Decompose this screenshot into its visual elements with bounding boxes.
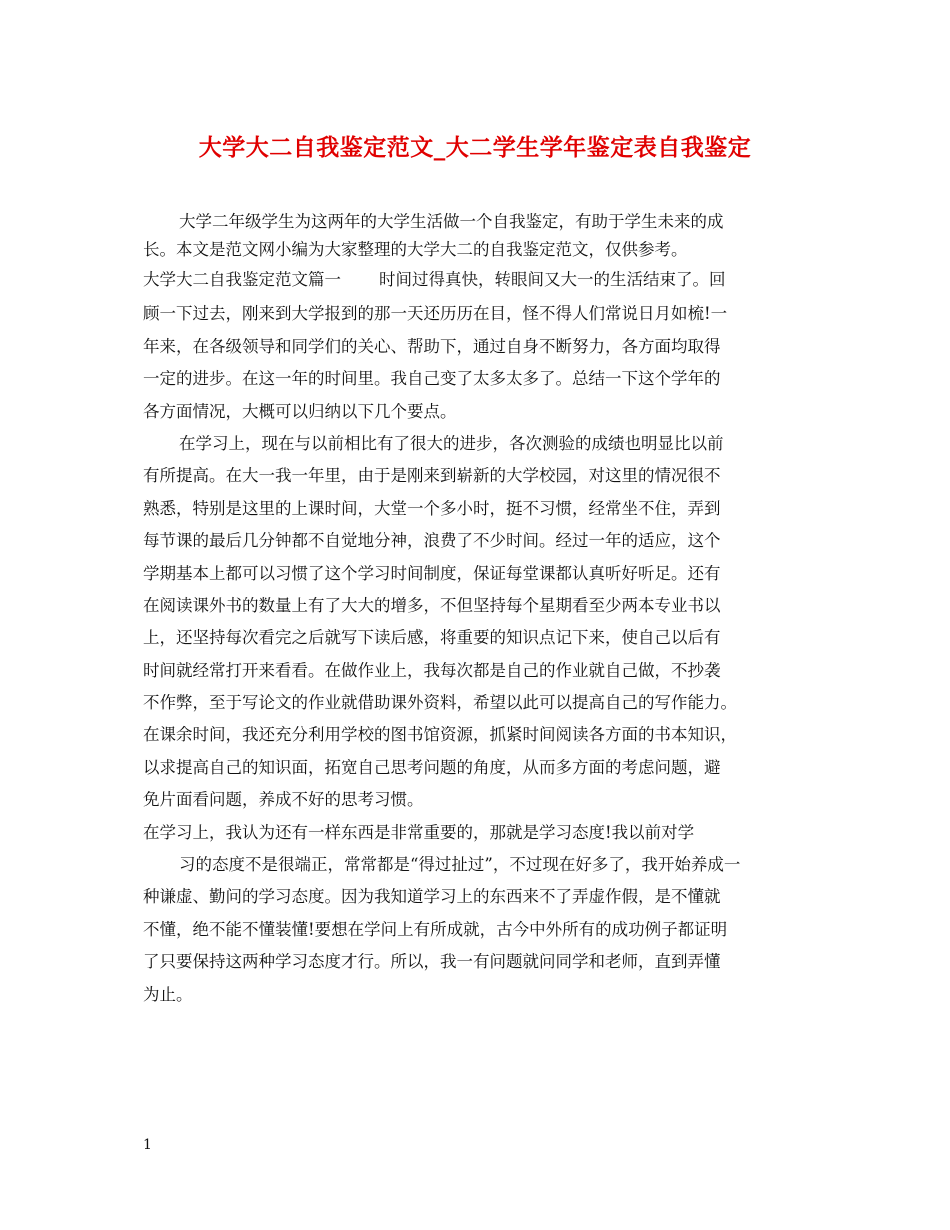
- paragraph-line: 顾一下过去，刚来到大学报到的那一天还历历在目，怪不得人们常说日月如梳!一: [143, 304, 728, 324]
- paragraph-line: 长。本文是范文网小编为大家整理的大学大二的自我鉴定范文，仅供参考。: [143, 240, 688, 260]
- section-heading-line: [143, 262, 813, 298]
- paragraph-line: 习的态度不是很端正，常常都是“得过扯过”，不过现在好多了，我开始养成一: [179, 855, 741, 875]
- paragraph-line: 不懂，绝不能不懂装懂!要想在学问上有所成就，古今中外所有的成功例子都证明: [143, 919, 728, 939]
- paragraph-line: 在学习上，我认为还有一样东西是非常重要的，那就是学习态度!我以前对学: [143, 822, 695, 842]
- section-heading: 大学大二自我鉴定范文篇一: [143, 270, 341, 290]
- paragraph-line: 上，还坚持每次看完之后就写下读后感，将重要的知识点记下来，使自己以后有: [143, 628, 721, 648]
- paragraph-line: 学期基本上都可以习惯了这个学习时间制度，保证每堂课都认真听好听足。还有: [143, 563, 721, 583]
- paragraph-line: 有所提高。在大一我一年里，由于是刚来到崭新的大学校园，对这里的情况很不: [143, 466, 721, 486]
- paragraph-line: 时间就经常打开来看看。在做作业上，我每次都是自己的作业就自己做，不抄袭: [143, 660, 721, 680]
- paragraph-line: 种谦虚、勤问的学习态度。因为我知道学习上的东西来不了弄虚作假，是不懂就: [143, 887, 721, 907]
- paragraph-line: 不作弊，至于写论文的作业就借助课外资料，希望以此可以提高自己的写作能力。: [143, 693, 737, 713]
- paragraph-line: [143, 1011, 813, 1043]
- paragraph-line: 熟悉，特别是这里的上课时间，大堂一个多小时，挺不习惯，经常坐不住，弄到: [143, 498, 721, 518]
- paragraph-line: 了只要保持这两种学习态度才行。所以，我一有问题就问同学和老师，直到弄懂: [143, 952, 721, 972]
- paragraph-line: 为止。: [143, 984, 193, 1004]
- paragraph-line: 在阅读课外书的数量上有了大大的增多，不但坚持每个星期看至少两本专业书以: [143, 595, 721, 615]
- document-body: [143, 206, 813, 1043]
- page-number: 1: [143, 1137, 152, 1153]
- paragraph-line: 免片面看问题，养成不好的思考习惯。: [143, 790, 424, 810]
- paragraph-line: 大学二年级学生为这两年的大学生活做一个自我鉴定，有助于学生未来的成: [179, 212, 724, 231]
- paragraph-line: 在学习上，现在与以前相比有了很大的进步，各次测验的成绩也明显比以前: [179, 433, 724, 453]
- paragraph-line: 一定的进步。在这一年的时间里。我自己变了太多太多了。总结一下这个学年的: [143, 369, 721, 389]
- paragraph-line: 年来，在各级领导和同学们的关心、帮助下，通过自身不断努力，各方面均取得: [143, 336, 721, 356]
- document-title: 大学大二自我鉴定范文_大二学生学年鉴定表自我鉴定: [198, 134, 752, 161]
- paragraph-line: 以求提高自己的知识面，拓宽自己思考问题的角度，从而多方面的考虑问题，避: [143, 757, 721, 777]
- paragraph-line: 在课余时间，我还充分利用学校的图书馆资源，抓紧时间阅读各方面的书本知识，: [143, 725, 737, 745]
- paragraph-line: 每节课的最后几分钟都不自觉地分神，浪费了不少时间。经过一年的适应，这个: [143, 531, 721, 551]
- paragraph-line: 各方面情况，大概可以归纳以下几个要点。: [143, 401, 457, 421]
- paragraph-text: 时间过得真快，转眼间又大一的生活结束了。回: [379, 270, 726, 290]
